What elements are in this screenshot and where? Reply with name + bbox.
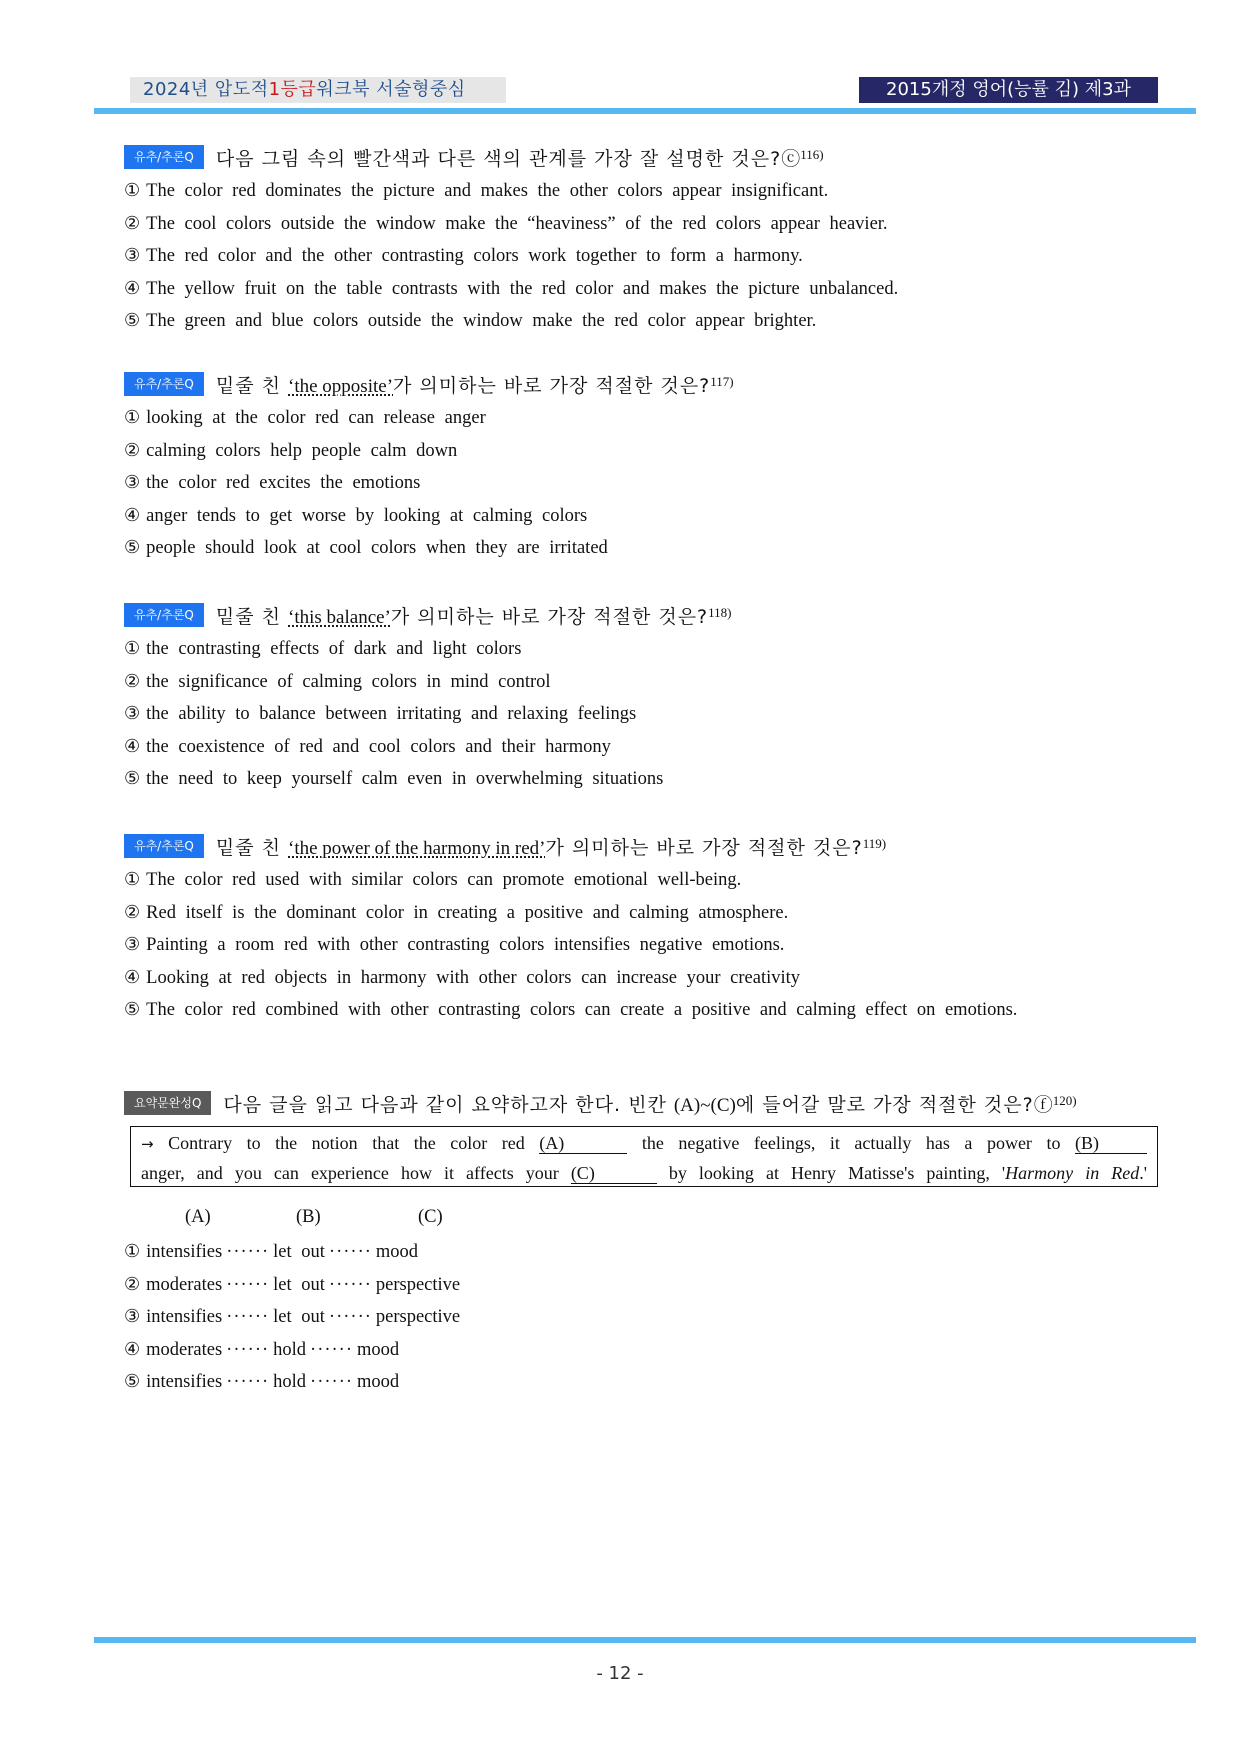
option-2[interactable] xyxy=(124,1269,460,1302)
option-number: ② xyxy=(124,212,141,234)
question-type-tag: 유추/추론Q xyxy=(124,603,204,627)
option-number: ① xyxy=(124,180,141,201)
question-header xyxy=(124,1087,1077,1119)
option-3[interactable] xyxy=(124,929,1017,962)
underlined-phrase: ‘the opposite’ xyxy=(288,375,394,397)
underlined-phrase: ‘this balance’ xyxy=(288,606,391,628)
option-number: ④ xyxy=(124,1338,141,1360)
option-number: ④ xyxy=(124,735,141,757)
option-text: the coexistence of red and cool colors and their harmony xyxy=(146,736,611,757)
question-number: 120) xyxy=(1052,1092,1077,1108)
question-119 xyxy=(124,830,1017,1027)
blank-c[interactable]: (C) xyxy=(571,1163,657,1184)
workbook-title-prefix: 2024년 압도적 xyxy=(143,79,269,100)
leader-dots: ······ xyxy=(226,1372,270,1392)
option-a: moderates xyxy=(146,1274,223,1295)
underlined-phrase: ‘the power of the harmony in red’ xyxy=(288,837,546,859)
option-a: moderates xyxy=(146,1339,223,1360)
option-text: The yellow fruit on the table contrasts with the red color and makes the picture unbalanced. xyxy=(146,278,899,299)
option-c: mood xyxy=(357,1339,400,1360)
question-title-text: 다음 그림 속의 빨간색과 다른 색의 관계를 가장 잘 설명한 것은? xyxy=(215,147,782,170)
question-title-text: 가 의미하는 바로 가장 적절한 것은? xyxy=(390,605,709,628)
option-5[interactable] xyxy=(124,1366,460,1399)
option-text: calming colors help people calm down xyxy=(146,440,458,461)
option-text: the significance of calming colors in mind control xyxy=(146,671,551,692)
lesson-title: 2015개정 영어(능률 김) 제3과 xyxy=(859,77,1158,103)
question-118 xyxy=(124,599,732,796)
option-4[interactable] xyxy=(124,1334,460,1367)
summary-text xyxy=(669,1163,1147,1183)
option-c: perspective xyxy=(375,1307,461,1327)
option-text: The green and blue colors outside the window make the red color appear brighter. xyxy=(146,311,817,331)
column-header-c: (C) xyxy=(418,1207,443,1227)
option-5[interactable] xyxy=(124,763,732,796)
option-a: intensifies xyxy=(146,1242,223,1262)
summary-text: Contrary to the notion that the color red xyxy=(168,1133,525,1153)
option-text: the ability to balance between irritating and relaxing feelings xyxy=(146,704,637,724)
question-120 xyxy=(124,1087,1077,1119)
option-b: let out xyxy=(273,1274,325,1295)
question-117 xyxy=(124,368,734,565)
option-number: ② xyxy=(124,901,141,923)
workbook-title xyxy=(130,77,506,103)
painting-title: Harmony in Red xyxy=(1005,1163,1140,1183)
option-number: ③ xyxy=(124,703,141,724)
option-3[interactable] xyxy=(124,1301,460,1334)
option-2[interactable] xyxy=(124,208,898,241)
question-title xyxy=(216,833,886,860)
leader-dots: ······ xyxy=(226,1242,270,1262)
leader-dots: ······ xyxy=(328,1274,372,1295)
option-number: ② xyxy=(124,1273,141,1295)
option-number: ② xyxy=(124,439,141,461)
question-116 xyxy=(124,141,898,338)
question-title xyxy=(216,371,734,398)
option-1[interactable] xyxy=(124,175,898,208)
option-text: anger tends to get worse by looking at calming colors xyxy=(146,505,588,526)
option-3[interactable] xyxy=(124,467,734,500)
option-2[interactable] xyxy=(124,666,732,699)
summary-text: anger, and you can experience how it affects your xyxy=(141,1163,559,1183)
option-number: ④ xyxy=(124,966,141,988)
question-title-text: 밑줄 친 xyxy=(215,374,289,397)
option-text: The color red dominates the picture and makes the other colors appear insignificant. xyxy=(146,181,829,201)
option-text: the need to keep yourself calm even in overwhelming situations xyxy=(146,769,664,789)
summary-line-1 xyxy=(141,1129,1147,1159)
option-b: let out xyxy=(273,1307,325,1327)
summary-text: the negative feelings, it actually has a power to xyxy=(641,1133,1061,1153)
option-number: ⑤ xyxy=(124,537,141,558)
question-title-text: 가 의미하는 바로 가장 적절한 것은? xyxy=(393,374,711,397)
option-c: perspective xyxy=(375,1274,461,1295)
footer-divider xyxy=(94,1637,1196,1643)
leader-dots: ······ xyxy=(328,1307,372,1327)
option-list xyxy=(124,175,898,338)
option-number: ① xyxy=(124,638,141,659)
option-number: ⑤ xyxy=(124,310,141,331)
question-type-tag: 유추/추론Q xyxy=(124,372,204,396)
question-title-text: 에 들어갈 말로 가장 적절한 것은? xyxy=(735,1093,1034,1116)
question-header xyxy=(124,368,734,400)
leader-dots: ······ xyxy=(310,1339,353,1360)
option-text: Looking at red objects in harmony with other colors can increase your creativity xyxy=(146,967,801,988)
leader-dots: ······ xyxy=(328,1242,372,1262)
option-text: looking at the color red can release anger xyxy=(146,408,486,428)
workbook-title-suffix: 워크북 서술형중심 xyxy=(316,79,466,100)
question-title-text: 밑줄 친 xyxy=(215,836,289,859)
summary-line-2 xyxy=(141,1159,1147,1188)
question-type-tag: 유추/추론Q xyxy=(124,145,204,169)
option-4[interactable] xyxy=(124,731,732,764)
option-4[interactable] xyxy=(124,273,898,306)
question-title-text: 다음 글을 읽고 다음과 같이 요약하고자 한다. 빈칸 xyxy=(223,1093,674,1116)
option-number: ① xyxy=(124,407,141,428)
summary-box xyxy=(130,1126,1158,1187)
option-5[interactable] xyxy=(124,532,734,565)
option-b: let out xyxy=(273,1242,325,1262)
arrow-icon: → xyxy=(141,1135,154,1153)
leader-dots: ······ xyxy=(226,1339,270,1360)
summary-text-part: by looking at Henry Matisse's painting, ' xyxy=(668,1163,1006,1183)
question-type-tag: 요약문완성Q xyxy=(124,1091,211,1115)
option-1[interactable] xyxy=(124,402,734,435)
option-1[interactable] xyxy=(124,1236,460,1269)
question-title-text: 가 의미하는 바로 가장 적절한 것은? xyxy=(545,836,863,859)
option-number: ① xyxy=(124,1241,141,1262)
difficulty-mark: ⓕ xyxy=(1033,1094,1053,1116)
question-header xyxy=(124,830,1017,862)
question-number: 118) xyxy=(708,604,732,620)
option-list xyxy=(124,864,1017,1027)
question-number: 116) xyxy=(800,146,824,162)
option-text: The color red used with similar colors can promote emotional well-being. xyxy=(146,870,742,890)
difficulty-mark: ⓒ xyxy=(781,148,801,170)
option-number: ⑤ xyxy=(124,999,141,1020)
option-c: mood xyxy=(375,1242,419,1262)
option-text: The red color and the other contrasting colors work together to form a harmony. xyxy=(146,246,803,266)
summary-option-list xyxy=(124,1236,460,1399)
option-number: ④ xyxy=(124,504,141,526)
leader-dots: ······ xyxy=(226,1307,270,1327)
option-text: Red itself is the dominant color in creating a positive and calming atmosphere. xyxy=(146,902,789,923)
page-number: - 12 - xyxy=(596,1663,644,1684)
option-text: the color red excites the emotions xyxy=(146,473,421,493)
blank-b[interactable]: (B) xyxy=(1075,1133,1147,1154)
option-2[interactable] xyxy=(124,897,1017,930)
option-4[interactable] xyxy=(124,500,734,533)
option-number: ⑤ xyxy=(124,1371,141,1392)
option-3[interactable] xyxy=(124,698,732,731)
header-divider xyxy=(94,108,1196,114)
column-header-a: (A) xyxy=(185,1207,211,1227)
column-header-b: (B) xyxy=(296,1207,321,1227)
leader-dots: ······ xyxy=(226,1274,270,1295)
option-number: ③ xyxy=(124,472,141,493)
question-title xyxy=(223,1090,1076,1117)
question-title-text: 밑줄 친 xyxy=(215,605,289,628)
option-text: The color red combined with other contrasting colors can create a positive and calming effect on emotions. xyxy=(146,1000,1018,1020)
option-1[interactable] xyxy=(124,864,1017,897)
option-5[interactable] xyxy=(124,305,898,338)
blank-range: (A)~(C) xyxy=(673,1094,736,1116)
option-1[interactable] xyxy=(124,633,732,666)
leader-dots: ······ xyxy=(310,1372,354,1392)
option-number: ② xyxy=(124,670,141,692)
question-header xyxy=(124,599,732,631)
option-2[interactable] xyxy=(124,435,734,468)
option-text: the contrasting effects of dark and light colors xyxy=(146,639,522,659)
blank-a[interactable]: (A) xyxy=(539,1133,627,1154)
option-a: intensifies xyxy=(146,1372,223,1392)
option-number: ④ xyxy=(124,277,141,299)
option-b: hold xyxy=(273,1372,307,1392)
option-number: ① xyxy=(124,869,141,890)
option-4[interactable] xyxy=(124,962,1017,995)
summary-text-part: .' xyxy=(1139,1163,1148,1183)
option-number: ③ xyxy=(124,934,141,955)
option-3[interactable] xyxy=(124,240,898,273)
question-number: 119) xyxy=(862,835,887,851)
question-title xyxy=(216,602,732,629)
option-a: intensifies xyxy=(146,1307,223,1327)
option-text: The cool colors outside the window make the “heaviness” of the red colors appear heavier. xyxy=(146,213,888,234)
option-text: Painting a room red with other contrasting colors intensifies negative emotions. xyxy=(146,935,785,955)
option-list xyxy=(124,402,734,565)
question-type-tag: 유추/추론Q xyxy=(124,834,204,858)
workbook-title-highlight: 1등급 xyxy=(268,79,317,100)
option-number: ③ xyxy=(124,1306,141,1327)
option-number: ③ xyxy=(124,245,141,266)
option-number: ⑤ xyxy=(124,768,141,789)
option-text: people should look at cool colors when they are irritated xyxy=(146,538,608,558)
option-b: hold xyxy=(273,1339,307,1360)
question-title xyxy=(216,144,824,171)
option-list xyxy=(124,633,732,796)
option-c: mood xyxy=(357,1372,400,1392)
option-5[interactable] xyxy=(124,994,1017,1027)
question-number: 117) xyxy=(710,373,734,389)
question-header xyxy=(124,141,898,173)
